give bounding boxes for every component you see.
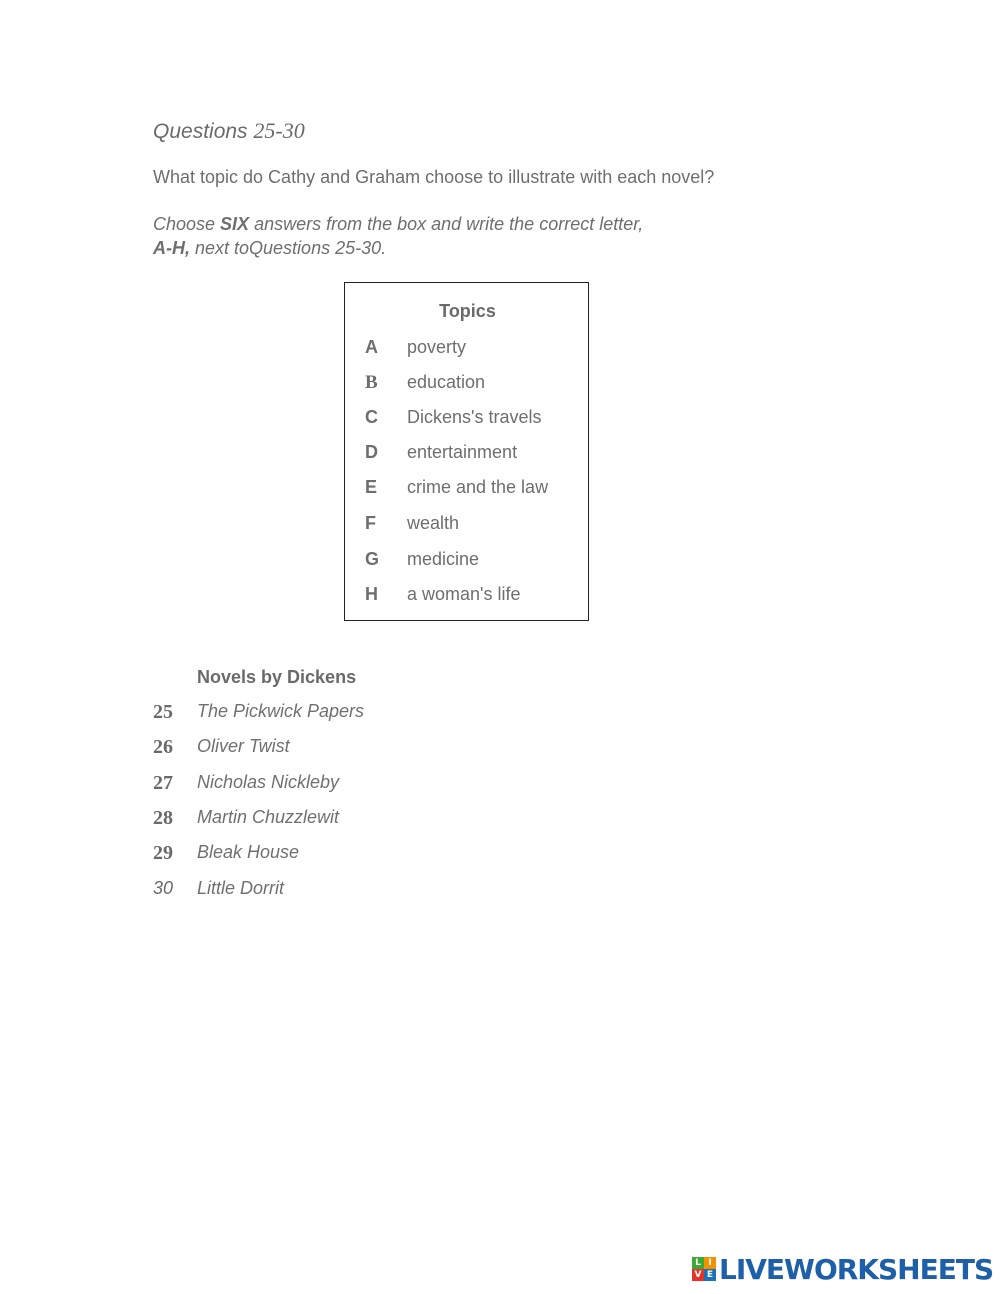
- logo-text: LIVEWORKSHEETS: [719, 1252, 994, 1286]
- topic-letter: A: [365, 337, 378, 357]
- question-number: 29: [153, 842, 173, 864]
- topics-box: [344, 282, 589, 621]
- topic-row-f: [345, 513, 590, 537]
- topic-label: education: [407, 372, 486, 392]
- topic-row-e: [345, 477, 590, 501]
- topic-label: wealth: [407, 513, 460, 533]
- logo-mark-letter: V: [692, 1269, 704, 1281]
- instruction-part-3: next toQuestions 25-30.: [190, 238, 387, 258]
- instruction-part-1: Choose: [153, 214, 221, 234]
- topic-row-a: [345, 337, 590, 361]
- topic-label: Dickens's travels: [407, 407, 542, 427]
- questions-title: [153, 118, 305, 144]
- logo-mark-letter: I: [704, 1257, 716, 1269]
- topic-label: poverty: [407, 337, 467, 357]
- question-text: What topic do Cathy and Graham choose to illustrate with each novel?: [153, 167, 715, 187]
- novel-title: The Pickwick Papers: [197, 701, 365, 721]
- novel-title: Little Dorrit: [197, 878, 285, 898]
- questions-title-prefix: Questions: [153, 120, 248, 143]
- topic-row-h: [345, 584, 590, 608]
- topic-row-b: [345, 372, 590, 396]
- topic-letter: E: [365, 477, 378, 497]
- novel-title: Nicholas Nickleby: [197, 772, 340, 792]
- topic-letter: C: [365, 407, 378, 427]
- novel-title: Martin Chuzzlewit: [197, 807, 340, 827]
- question-number: 26: [153, 736, 173, 758]
- question-number: 30: [153, 878, 174, 898]
- logo-mark-letter: L: [692, 1257, 704, 1269]
- question-number: 27: [153, 772, 173, 794]
- questions-title-range: 25-30: [253, 118, 305, 143]
- novel-title: Bleak House: [197, 842, 300, 862]
- instruction-text: [153, 212, 643, 260]
- logo-mark-letter: E: [704, 1269, 716, 1281]
- instruction-part-2: answers from the box and write the correct letter,: [249, 214, 644, 234]
- topic-letter: B: [365, 372, 378, 393]
- topic-letter: G: [365, 549, 380, 569]
- topic-label: medicine: [407, 549, 480, 569]
- topic-label: entertainment: [407, 442, 518, 462]
- novels-heading: Novels by Dickens: [197, 667, 357, 687]
- topic-letter: H: [365, 584, 378, 604]
- instruction-bold-range: A-H,: [153, 238, 190, 258]
- topic-row-c: [345, 407, 590, 431]
- topic-row-g: [345, 549, 590, 573]
- instruction-bold-six: SIX: [220, 214, 250, 234]
- topics-title: Topics: [439, 301, 496, 321]
- logo-mark-icon: [692, 1257, 716, 1281]
- question-number: 25: [153, 701, 173, 723]
- topic-label: crime and the law: [407, 477, 549, 497]
- topic-row-d: [345, 442, 590, 466]
- topic-letter: F: [365, 513, 376, 533]
- topic-letter: D: [365, 442, 378, 462]
- novel-title: Oliver Twist: [197, 736, 290, 756]
- topic-label: a woman's life: [407, 584, 521, 604]
- liveworksheets-logo: [692, 1253, 993, 1285]
- question-number: 28: [153, 807, 173, 829]
